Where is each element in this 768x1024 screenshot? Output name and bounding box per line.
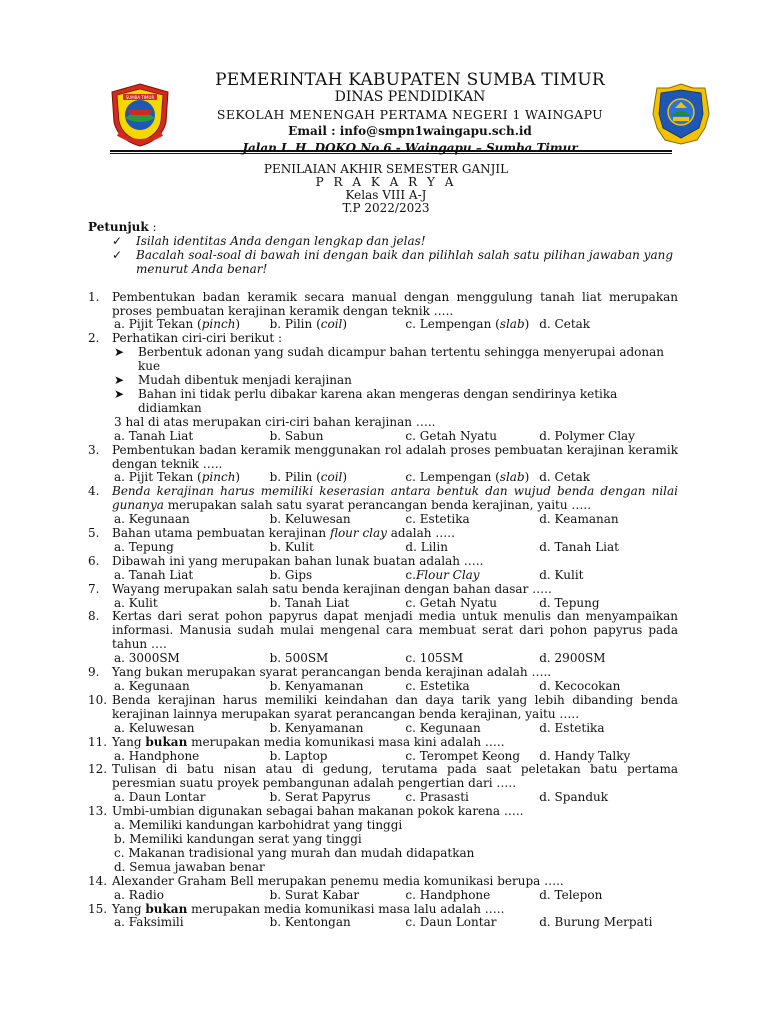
options-3 bbox=[88, 471, 678, 485]
option-d: d. Handy Talky bbox=[539, 748, 631, 763]
list-item: ➤ Berbentuk adonan yang sudah dicampur bahan tertentu sehingga menyerupai adonan kue bbox=[114, 345, 664, 374]
question-1: 1. Pembentukan badan keramik secara manual dengan menggulung tanah liat merupakan proses pembuatan kerajinan keramik dengan teknik ….. bbox=[88, 289, 678, 318]
question-7: 7. Wayang merupakan salah satu benda kerajinan dengan bahan dasar ….. bbox=[88, 581, 552, 596]
question-14: 14. Alexander Graham Bell merupakan penemu media komunikasi berupa ….. bbox=[88, 873, 564, 888]
options-5 bbox=[88, 541, 678, 555]
options-4 bbox=[88, 513, 678, 527]
options-2 bbox=[88, 430, 678, 444]
option-d: d. Burung Merpati bbox=[539, 915, 653, 930]
option-d: d. Polymer Clay bbox=[539, 428, 635, 443]
option-c: d. Lilin bbox=[405, 539, 448, 554]
option-d: d. Tepung bbox=[539, 595, 600, 610]
question-12: 12. Tulisan di batu nisan atau di gedung, terutama pada saat peletakan batu pertama peresmian suatu proyek pembangunan adalah pengertian dari ….. bbox=[88, 762, 678, 791]
question-13: 13. Umbi-umbian digunakan sebagai bahan makanan pokok karena ….. bbox=[88, 804, 524, 819]
option-a: a. Kegunaan bbox=[114, 512, 190, 527]
option-d: d. 2900SM bbox=[539, 651, 606, 666]
question-8: 8. Kertas dari serat pohon papyrus dapat menjadi media untuk menulis dan menyampaikan informasi. Manusia sudah mulai mengenal cara membuat serat dari pohon papyrus pada tahun …. bbox=[88, 609, 678, 652]
class-label: Kelas VIII A-J bbox=[345, 188, 427, 202]
option-c: c. Makanan tradisional yang murah dan mudah didapatkan bbox=[114, 845, 475, 860]
exam-name: PENILAIAN AKHIR SEMESTER GANJIL bbox=[263, 162, 509, 176]
option-b: b. Kenyamanan bbox=[269, 679, 364, 693]
question-3: 3. Pembentukan badan keramik menggunakan rol adalah proses pembuatan kerajinan keramik dengan teknik ….. bbox=[88, 442, 678, 471]
option-b: b. Pilin (coil) bbox=[269, 470, 348, 485]
checkmark-icon: ✓ bbox=[112, 233, 123, 248]
option-a: a. Tanah Liat bbox=[114, 567, 194, 582]
question-4: 4. Benda kerajinan harus memiliki keserasian antara bentuk dan wujud benda dengan nilai gunanya merupakan salah satu syarat perancangan benda kerajinan, yaitu ….. bbox=[88, 484, 678, 513]
option-c: c. Getah Nyatu bbox=[405, 595, 497, 610]
arrow-bullet-icon: ➤ bbox=[114, 373, 125, 388]
option-a: a. Faksimili bbox=[114, 915, 184, 930]
option-a: a. Handphone bbox=[114, 748, 200, 763]
letterhead bbox=[180, 72, 640, 157]
option-d: d. Kecocokan bbox=[539, 679, 621, 693]
option-d: d. Kulit bbox=[539, 567, 584, 582]
option-c: c. 105SM bbox=[405, 651, 464, 666]
option-b: b. Kentongan bbox=[269, 915, 351, 930]
options-11 bbox=[88, 750, 678, 764]
option-b: b. Laptop bbox=[269, 748, 328, 763]
header-rule-thick bbox=[110, 150, 672, 152]
option-c: c. Lempengan (slab) bbox=[405, 470, 530, 485]
option-a: a. Radio bbox=[114, 887, 164, 902]
question-6: 6. Dibawah ini yang merupakan bahan lunak buatan adalah ….. bbox=[88, 553, 484, 568]
question-9: 9. Yang bukan merupakan syarat perancangan benda kerajinan adalah ….. bbox=[88, 665, 552, 680]
question-2-followup: 3 hal di atas merupakan ciri-ciri bahan kerajinan ….. bbox=[114, 414, 436, 429]
option-b: b. 500SM bbox=[269, 651, 329, 666]
school-address: Jalan I. H. DOKO No.6 - Waingapu – Sumba Timur bbox=[242, 141, 578, 155]
options-9 bbox=[88, 680, 678, 694]
department-name: DINAS PENDIDIKAN bbox=[334, 89, 486, 105]
school-name: SEKOLAH MENENGAH PERTAMA NEGERI 1 WAINGAPU bbox=[216, 107, 604, 122]
option-b: b. Sabun bbox=[269, 428, 324, 443]
question-11: 11. Yang bukan merupakan media komunikasi masa kini adalah ….. bbox=[88, 734, 505, 749]
option-c: c. Prasasti bbox=[405, 790, 469, 805]
option-b: b. Keluwesan bbox=[269, 512, 351, 527]
option-b: b. Pilin (coil) bbox=[269, 317, 348, 332]
option-b: b. Kulit bbox=[269, 539, 314, 554]
option-c: c. Lempengan (slab) bbox=[405, 317, 530, 332]
options-14 bbox=[88, 889, 678, 903]
option-b: b. Gips bbox=[269, 567, 313, 582]
option-a: a. Pijit Tekan (pinch) bbox=[114, 470, 241, 485]
header-rule-thin bbox=[110, 153, 672, 154]
list-item: ➤ Mudah dibentuk menjadi kerajinan bbox=[114, 373, 352, 388]
exam-content bbox=[88, 221, 678, 930]
option-d: d. Keamanan bbox=[539, 512, 619, 527]
options-10 bbox=[88, 722, 678, 736]
options-8 bbox=[88, 652, 678, 666]
option-a: a. 3000SM bbox=[114, 651, 180, 666]
arrow-bullet-icon: ➤ bbox=[114, 345, 125, 360]
option-d: d. Cetak bbox=[539, 317, 591, 332]
government-name: PEMERINTAH KABUPATEN SUMBA TIMUR bbox=[215, 70, 605, 90]
arrow-bullet-icon: ➤ bbox=[114, 386, 125, 401]
option-d: d. Tanah Liat bbox=[539, 539, 619, 554]
option-c: c. Terompet Keong bbox=[405, 748, 521, 763]
options-6 bbox=[88, 569, 678, 583]
instruction-item: ✓ Bacalah soal-soal di bawah ini dengan baik dan pilihlah salah satu pilihan jawaban yang menurut Anda benar! bbox=[112, 247, 674, 276]
option-b: b. Tanah Liat bbox=[269, 595, 350, 610]
options-15 bbox=[88, 916, 678, 930]
options-1 bbox=[88, 318, 678, 332]
option-c: c. Estetika bbox=[405, 512, 470, 527]
options-7 bbox=[88, 597, 678, 611]
instruction-item: ✓ Isilah identitas Anda dengan lengkap dan jelas! bbox=[112, 233, 426, 248]
district-emblem-icon bbox=[108, 82, 172, 148]
option-a: a. Kegunaan bbox=[114, 679, 190, 693]
checkmark-icon: ✓ bbox=[112, 247, 123, 262]
options-12 bbox=[88, 791, 678, 805]
option-a: a. Tanah Liat bbox=[114, 428, 194, 443]
option-a: a. Daun Lontar bbox=[114, 790, 206, 805]
subject-name: P R A K A R Y A bbox=[315, 175, 457, 189]
option-d: d. Telepon bbox=[539, 887, 603, 902]
question-2: 2. Perhatikan ciri-ciri berikut : bbox=[88, 331, 283, 346]
option-c: c.Flour Clay bbox=[405, 567, 480, 582]
option-b: b. Kenyamanan bbox=[269, 720, 364, 735]
option-c: c. Estetika bbox=[405, 679, 470, 693]
school-year: T.P 2022/2023 bbox=[342, 201, 430, 215]
emblem-text: SUMBA TIMUR bbox=[125, 95, 155, 100]
option-c: c. Kegunaan bbox=[405, 720, 481, 735]
school-emblem-icon bbox=[651, 82, 711, 146]
option-b: b. Surat Kabar bbox=[269, 887, 360, 902]
option-b: b. Serat Papyrus bbox=[269, 790, 371, 805]
option-d: d. Spanduk bbox=[539, 790, 609, 805]
instructions-heading: Petunjuk : bbox=[88, 220, 157, 234]
school-email: Email : info@smpn1waingapu.sch.id bbox=[288, 124, 532, 138]
option-b: b. Memiliki kandungan serat yang tinggi bbox=[114, 831, 362, 846]
option-a: a. Kulit bbox=[114, 595, 158, 610]
option-a: a. Keluwesan bbox=[114, 720, 195, 735]
option-c: c. Getah Nyatu bbox=[405, 428, 497, 443]
option-d: d. Estetika bbox=[539, 720, 605, 735]
option-a: a. Tepung bbox=[114, 539, 174, 554]
option-d: d. Cetak bbox=[539, 470, 591, 485]
option-a: a. Pijit Tekan (pinch) bbox=[114, 317, 241, 332]
question-10: 10. Benda kerajinan harus memiliki keindahan dan daya tarik yang lebih dibanding benda kerajinan lainnya merupakan syarat perancangan benda kerajinan, yaitu ….. bbox=[88, 692, 678, 721]
question-5: 5. Bahan utama pembuatan kerajinan flour clay adalah ….. bbox=[88, 526, 455, 541]
list-item: ➤ Bahan ini tidak perlu dibakar karena akan mengeras dengan sendirinya ketika didiamkan bbox=[114, 386, 618, 415]
option-a: a. Memiliki kandungan karbohidrat yang tinggi bbox=[114, 818, 403, 833]
question-15: 15. Yang bukan merupakan media komunikasi masa lalu adalah ….. bbox=[88, 901, 505, 916]
exam-title bbox=[110, 163, 662, 215]
option-c: c. Handphone bbox=[405, 887, 491, 902]
option-c: c. Daun Lontar bbox=[405, 915, 497, 930]
option-d: d. Semua jawaban benar bbox=[114, 859, 265, 874]
